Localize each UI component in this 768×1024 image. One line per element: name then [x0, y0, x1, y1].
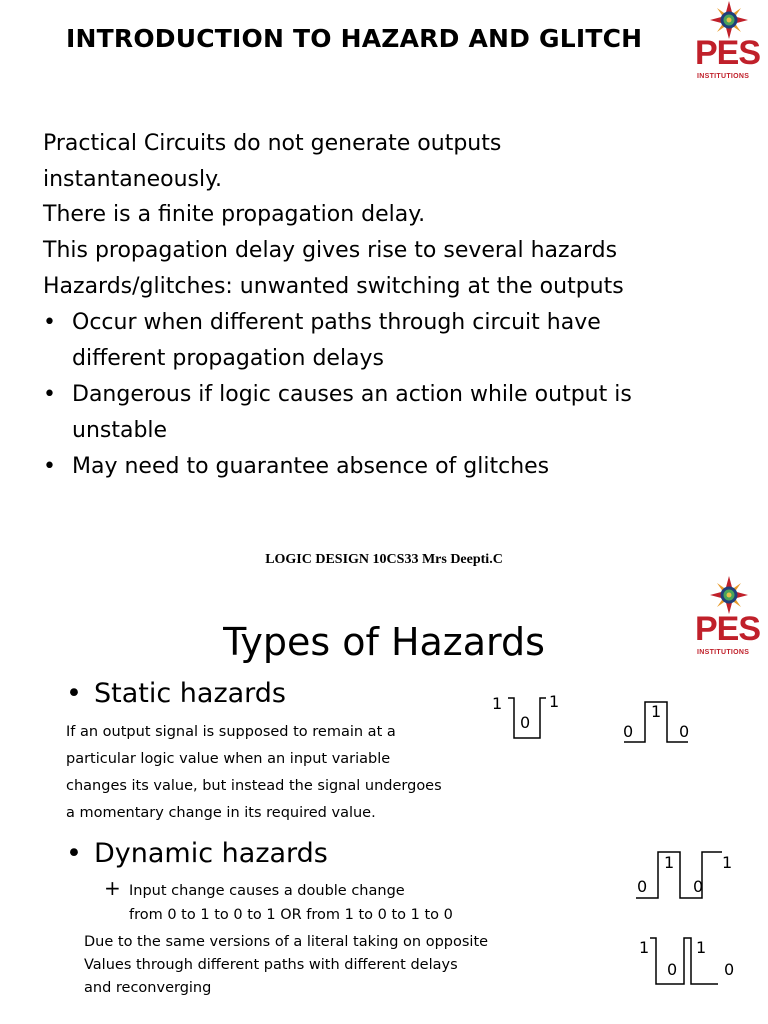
wave-label: 1: [651, 702, 662, 721]
wave-label: 1: [664, 853, 675, 872]
static-desc: If an output signal is supposed to remain at a: [66, 724, 396, 740]
slide2-title: Types of Hazards: [223, 620, 545, 664]
heading-text: Dynamic hazards: [94, 838, 328, 869]
bullet-glyph: •: [43, 310, 56, 335]
wave-label: 0: [623, 722, 634, 741]
dynamic-sub: from 0 to 1 to 0 to 1 OR from 1 to 0 to 1 to 0: [129, 907, 453, 923]
bullet-text: unstable: [72, 418, 168, 443]
wave-label: 1: [549, 692, 560, 711]
wave-label: 0: [724, 960, 735, 979]
paragraph: instantaneously.: [43, 167, 223, 192]
static1-waveform: [490, 686, 570, 746]
wave-label: 1: [639, 938, 650, 957]
dynamic01-waveform: [632, 846, 744, 902]
paragraph: Practical Circuits do not generate outputs: [43, 131, 502, 156]
bullet-glyph: •: [43, 382, 56, 407]
plus-glyph: +: [104, 876, 121, 900]
logo-text: PES: [695, 610, 761, 648]
logo-subtext: INSTITUTIONS: [697, 73, 750, 80]
wave-label: 0: [679, 722, 690, 741]
wave-label: 1: [492, 694, 503, 713]
slide1-title: INTRODUCTION TO HAZARD AND GLITCH: [66, 24, 643, 53]
static-hazards-heading: [66, 678, 286, 709]
paragraph: Hazards/glitches: unwanted switching at the outputs: [43, 274, 624, 299]
bullet-text: Dangerous if logic causes an action while output is: [72, 382, 632, 407]
dynamic-sub: Input change causes a double change: [129, 883, 405, 899]
dynamic10-waveform: [636, 930, 746, 990]
heading-text: Static hazards: [94, 678, 286, 709]
bullet-glyph: •: [66, 838, 82, 869]
wave-label: 0: [693, 877, 704, 896]
bullet-glyph: •: [43, 454, 56, 479]
pes-logo-top: [692, 0, 766, 84]
bullet-text: different propagation delays: [72, 346, 385, 371]
dynamic-desc: Values through different paths with different delays: [84, 957, 458, 973]
logo-text: PES: [695, 34, 761, 72]
paragraph: There is a finite propagation delay.: [43, 202, 426, 227]
static0-waveform: [616, 694, 706, 750]
wave-label: 0: [520, 713, 531, 732]
wave-label: 1: [696, 938, 707, 957]
dynamic-hazards-heading: [66, 838, 328, 869]
bullet-text: Occur when different paths through circuit have: [72, 310, 601, 335]
bullet-text: May need to guarantee absence of glitches: [72, 454, 550, 479]
wave-label: 1: [722, 853, 733, 872]
paragraph: This propagation delay gives rise to several hazards: [43, 238, 618, 263]
dynamic-desc: Due to the same versions of a literal taking on opposite: [84, 934, 489, 950]
slide-footer: LOGIC DESIGN 10CS33 Mrs Deepti.C: [265, 552, 503, 567]
static-desc: a momentary change in its required value.: [66, 805, 376, 821]
bullet-glyph: •: [66, 678, 82, 709]
logo-subtext: INSTITUTIONS: [697, 649, 750, 656]
wave-label: 0: [637, 877, 648, 896]
static-desc: changes its value, but instead the signal undergoes: [66, 778, 442, 794]
static-desc: particular logic value when an input variable: [66, 751, 391, 767]
wave-label: 0: [667, 960, 678, 979]
dynamic-desc: and reconverging: [84, 980, 212, 996]
